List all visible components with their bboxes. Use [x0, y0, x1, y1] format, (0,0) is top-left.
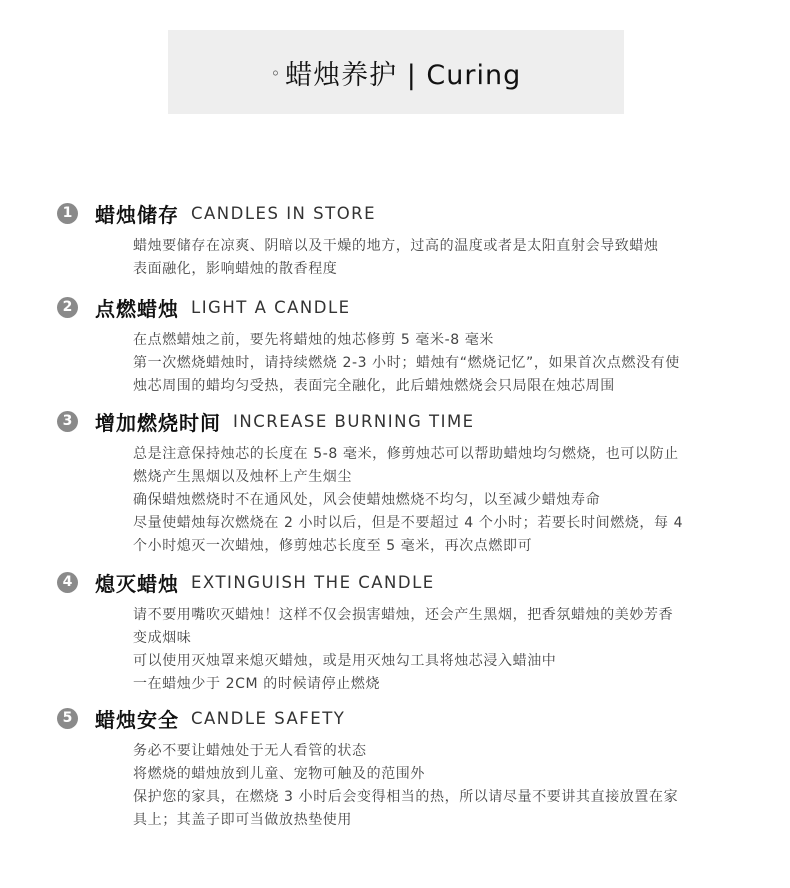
page-title	[271, 53, 522, 92]
section-heading	[57, 200, 659, 226]
section-light-a-candle	[57, 294, 680, 398]
body-line: 具上；其盖子即可当做放热垫使用	[133, 812, 352, 828]
bullet-icon: ◦	[270, 63, 282, 83]
body-line: 蜡烛要储存在凉爽、阴暗以及干燥的地方，过高的温度或者是太阳直射会导致蜡烛	[133, 238, 659, 254]
body-line: 尽量使蜡烛每次燃烧在 2 小时以后，但是不要超过 4 个小时；若要长时间燃烧，每 4	[133, 515, 684, 531]
section-number-badge: 5	[57, 708, 78, 729]
body-line: 确保蜡烛燃烧时不在通风处，风会使蜡烛燃烧不均匀，以至减少蜡烛寿命	[133, 492, 601, 508]
section-title-zh: 点燃蜡烛	[95, 296, 179, 321]
body-line: 变成烟味	[133, 630, 192, 646]
section-title-en: CANDLE SAFETY	[191, 708, 346, 728]
section-body	[133, 604, 673, 696]
title-banner	[168, 30, 624, 114]
section-increase-burning-time	[57, 408, 683, 558]
section-body	[133, 740, 678, 832]
section-title-zh: 熄灭蜡烛	[95, 571, 179, 596]
body-line: 可以使用灭烛罩来熄灭蜡烛，或是用灭烛勾工具将烛芯浸入蜡油中	[133, 653, 557, 669]
body-line: 第一次燃烧蜡烛时，请持续燃烧 2-3 小时；蜡烛有“燃烧记忆”，如果首次点燃没有使	[133, 355, 680, 371]
section-title-en: INCREASE BURNING TIME	[233, 411, 475, 431]
section-title-en: CANDLES IN STORE	[191, 203, 377, 223]
section-heading	[57, 705, 678, 731]
section-number-badge: 2	[57, 297, 78, 318]
page-title-text: 蜡烛养护 | Curing	[285, 59, 522, 91]
body-line: 燃烧产生黑烟以及烛杯上产生烟尘	[133, 469, 352, 485]
section-title-zh: 蜡烛安全	[95, 707, 179, 732]
section-number-badge: 4	[57, 572, 78, 593]
body-line: 烛芯周围的蜡均匀受热，表面完全融化，此后蜡烛燃烧会只局限在烛芯周围	[133, 378, 615, 394]
section-heading	[57, 569, 673, 595]
section-title-zh: 增加燃烧时间	[95, 410, 221, 435]
body-line: 务必不要让蜡烛处于无人看管的状态	[133, 743, 367, 759]
body-line: 个小时熄灭一次蜡烛，修剪烛芯长度至 5 毫米，再次点燃即可	[133, 538, 533, 554]
body-line: 将燃烧的蜡烛放到儿童、宠物可触及的范围外	[133, 766, 425, 782]
section-title-zh: 蜡烛储存	[95, 202, 179, 227]
body-line: 总是注意保持烛芯的长度在 5-8 毫米，修剪烛芯可以帮助蜡烛均匀燃烧，也可以防止	[133, 446, 679, 462]
section-heading	[57, 408, 683, 434]
section-extinguish-the-candle	[57, 569, 673, 696]
body-line: 请不要用嘴吹灭蜡烛！这样不仅会损害蜡烛，还会产生黑烟，把香氛蜡烛的美妙芳香	[133, 607, 674, 623]
section-body	[133, 235, 659, 281]
section-candle-safety	[57, 705, 678, 832]
body-line: 保护您的家具，在燃烧 3 小时后会变得相当的热，所以请尽量不要讲其直接放置在家	[133, 789, 679, 805]
section-title-en: LIGHT A CANDLE	[191, 297, 351, 317]
section-number-badge: 3	[57, 411, 78, 432]
body-line: 一在蜡烛少于 2CM 的时候请停止燃烧	[133, 676, 381, 692]
section-body	[133, 443, 683, 558]
section-title-en: EXTINGUISH THE CANDLE	[191, 572, 435, 592]
body-line: 表面融化，影响蜡烛的散香程度	[133, 261, 338, 277]
section-number-badge: 1	[57, 203, 78, 224]
section-body	[133, 329, 680, 398]
section-candles-in-store	[57, 200, 659, 281]
section-heading	[57, 294, 680, 320]
body-line: 在点燃蜡烛之前，要先将蜡烛的烛芯修剪 5 毫米-8 毫米	[133, 332, 495, 348]
